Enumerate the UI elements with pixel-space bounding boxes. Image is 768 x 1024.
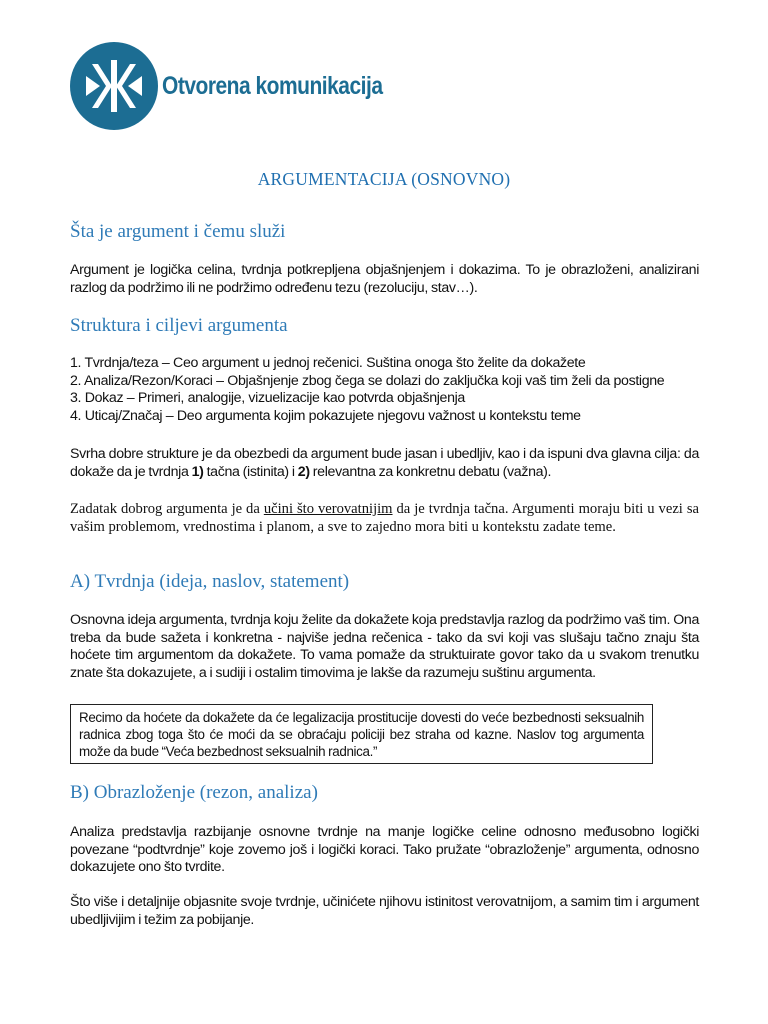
paragraph-task: Zadatak dobrog argumenta je da učini što verovatnijim da je tvrdnja tačna. Argumenti moraju biti u vezi sa vašim problemom, vrednostima i planom, a sve to zajedno mora biti u kontekstu zadate teme. [70, 501, 699, 535]
structure-list [70, 355, 710, 425]
section-heading-what-is-argument: Šta je argument i čemu služi [70, 221, 286, 242]
section-heading-reasoning: B) Obrazloženje (rezon, analiza) [70, 782, 318, 803]
logo [70, 42, 383, 132]
paragraph-purpose: Svrha dobre strukture je da obezbedi da argument bude jasan i ubedljiv, kao i da ispuni dva glavna cilja: da dokaže da je tvrdnja 1) tačna (istinita) i 2) relevantna za konkretnu debatu (važna). [70, 446, 699, 480]
section-heading-claim: A) Tvrdnja (ideja, naslov, statement) [70, 571, 350, 592]
page-title: ARGUMENTACIJA (OSNOVNO) [257, 169, 511, 189]
list-item: 2. Analiza/Rezon/Koraci – Objašnjenje zbog čega se dolazi do zaključka koji vaš tim želi da postigne [70, 372, 665, 389]
paragraph-reasoning-2: Što više i detaljnije objasnite svoje tvrdnje, učinićete njihovu istinitost verovatnijom, a samim tim i argument ubedljivijim i težim za pobijanje. [70, 894, 699, 928]
paragraph-reasoning: Analiza predstavlja razbijanje osnovne tvrdnje na manje logičke celine odnosno međusobno logički povezane “podtvrdnje” koje zovemo još i logički koraci. Tako pružate “obrazloženje” argumenta, odnosno dokazujete ono što tvrdite. [70, 824, 699, 876]
paragraph-definition: Argument je logička celina, tvrdnja potkrepljena objašnjenjem i dokazima. To je obrazloženi, analizirani razlog da podržimo ili ne podržimo određenu tezu (rezoluciju, stav…). [70, 262, 699, 296]
example-text: Recimo da hoćete da dokažete da će legalizacija prostitucije dovesti do veće bezbednosti seksualnih radnica zbog toga što će moći da se obraćaju policiji bez straha od kazne. Naslov tog argumenta može da bude “Veća bezbednost seksualnih radnica.” [79, 710, 644, 759]
example-box [70, 704, 653, 764]
paragraph-claim: Osnovna ideja argumenta, tvrdnja koju želite da dokažete koja predstavlja razlog da podržimo vaš tim. Ona treba da bude sažeta i konkretna - najviše jedna rečenica - tako da svi koji vas slušaju tačno znaju šta hoćete tim argumentom da dokažete. To vama pomaže da struktuirate govor tako da u svakom trenutku znate šta dokazujete, a i sudiji i ostalim timovima je lakše da razumeju suštinu argumenta. [70, 612, 699, 681]
list-item: 3. Dokaz – Primeri, analogije, vizuelizacije kao potvrda objašnjenja [70, 390, 465, 407]
section-heading-structure: Struktura i ciljevi argumenta [70, 315, 288, 336]
list-item: 4. Uticaj/Značaj – Deo argumenta kojim pokazujete njegovu važnost u kontekstu teme [70, 407, 581, 424]
logo-text: Otvorena komunikacija [162, 72, 383, 100]
list-item: 1. Tvrdnja/teza – Ceo argument u jednoj rečenici. Suština onoga što želite da dokažete [70, 355, 586, 371]
logo-emblem-icon [70, 42, 158, 130]
